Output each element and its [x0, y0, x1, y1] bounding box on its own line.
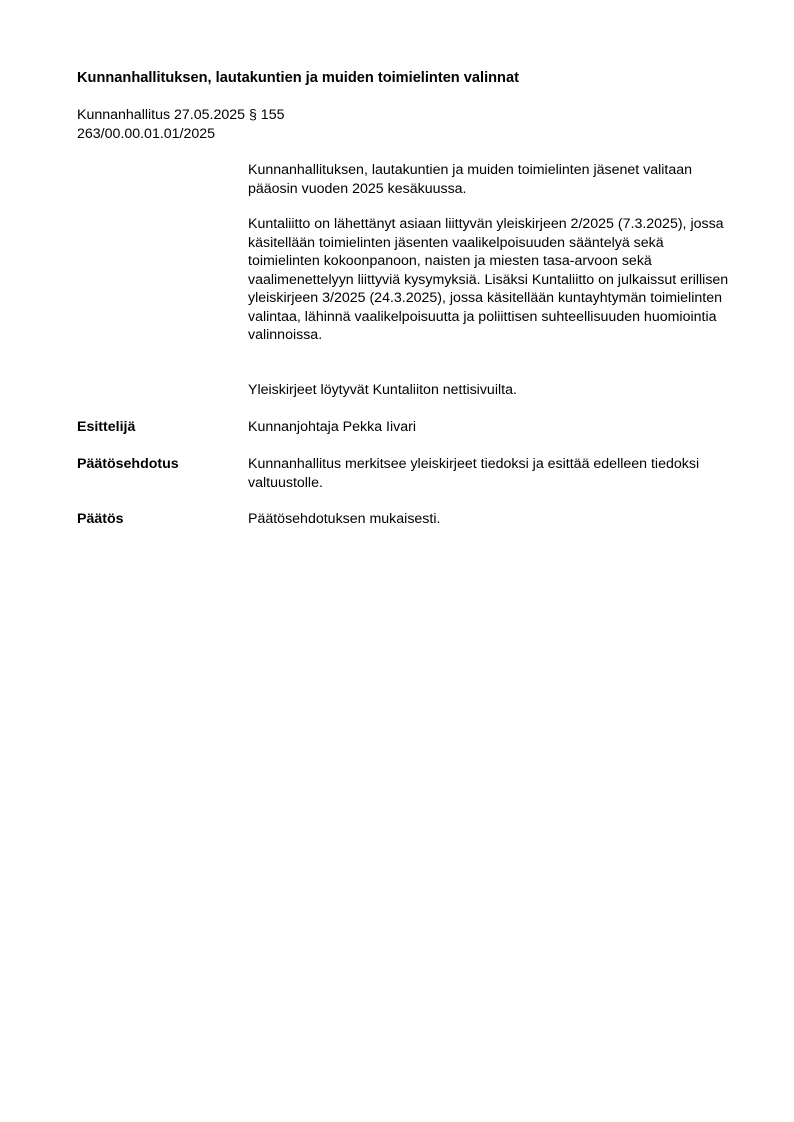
decision-label: Päätös	[77, 511, 124, 527]
meeting-meta	[77, 106, 284, 143]
paragraph-1: Kunnanhallituksen, lautakuntien ja muiden toimielinten jäsenet valitaan pääosin vuoden 2025 kesäkuussa.	[248, 162, 693, 197]
presenter-value: Kunnanjohtaja Pekka Iivari	[248, 419, 416, 435]
record-number: 263/00.00.01.01/2025	[77, 125, 216, 142]
paragraph-3-block	[248, 381, 734, 400]
decision-value: Päätösehdotuksen mukaisesti.	[248, 511, 441, 527]
paragraph-1-block	[248, 161, 734, 198]
meeting-line: Kunnanhallitus 27.05.2025 § 155	[77, 107, 285, 123]
presenter-value-block	[248, 418, 734, 437]
decision-value-block	[248, 510, 734, 529]
presenter-label: Esittelijä	[77, 419, 136, 435]
paragraph-2-block	[248, 215, 734, 345]
proposal-value-block	[248, 455, 734, 492]
proposal-value: Kunnanhallitus merkitsee yleiskirjeet tiedoksi ja esittää edelleen tiedoksi valtuustolle.	[248, 456, 700, 491]
document-title: Kunnanhallituksen, lautakuntien ja muiden toimielinten valinnat	[77, 70, 519, 86]
proposal-label: Päätösehdotus	[77, 456, 179, 472]
paragraph-3: Yleiskirjeet löytyvät Kuntaliiton nettisivuilta.	[248, 382, 517, 398]
paragraph-2: Kuntaliitto on lähettänyt asiaan liittyvän yleiskirjeen 2/2025 (7.3.2025), jossa käsitellään toimielinten jäsenten vaalikelpoisuuden sääntelyä sekä toimielinten kokoonpanoon, naisten ja miesten tasa-arvoon sekä vaalimenettelyyn liittyviä kysymyksiä. Lisäksi Kuntaliitto on julkaissut erillisen yleiskirjeen 3/2025 (24.3.2025), jossa käsitellään kuntayhtymän toimielinten valintaa, lähinnä vaalikelpoisuutta ja poliittisen suhteellisuuden huomiointia valinnoissa.	[248, 216, 729, 343]
